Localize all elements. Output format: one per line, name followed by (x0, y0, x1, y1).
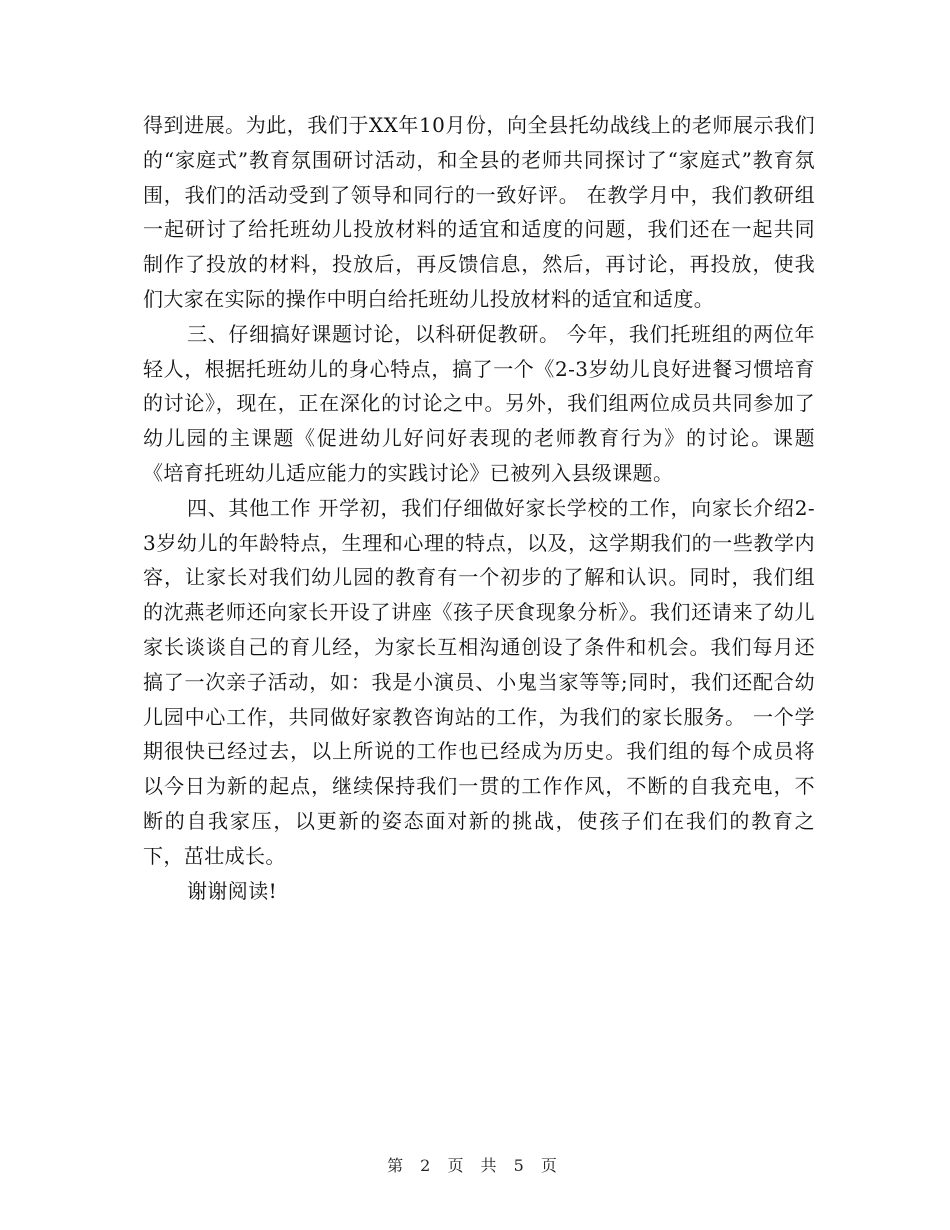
paragraph-section-four: 四、其他工作 开学初，我们仔细做好家长学校的工作，向家长介绍2-3岁幼儿的年龄特点，生理和心理的特点，以及，这学期我们的一些教学内容，让家长对我们幼儿园的教育有一个初步的了解和认识。同时，我们组的沈燕老师还向家长开设了讲座《孩子厌食现象分析》。我们还请来了幼儿家长谈谈自己的育儿经，为家长互相沟通创设了条件和机会。我们每月还搞了一次亲子活动，如：我是小演员、小鬼当家等等;同时，我们还配合幼儿园中心工作，共同做好家教咨询站的工作，为我们的家长服务。 一个学期很快已经过去，以上所说的工作也已经成为历史。我们组的每个成员将以今日为新的起点，继续保持我们一贯的工作作风，不断的自我充电，不断的自我家压，以更新的姿态面对新的挑战，使孩子们在我们的教育之下，茁壮成长。 (143, 495, 815, 868)
paragraph-section-three: 三、仔细搞好课题讨论，以科研促教研。 今年，我们托班组的两位年轻人，根据托班幼儿的身心特点，搞了一个《2-3岁幼儿良好进餐习惯培育的讨论》，现在，正在深化的讨论之中。另外，我们组两位成员共同参加了幼儿园的主课题《促进幼儿好问好表现的老师教育行为》的讨论。课题《培育托班幼儿适应能力的实践讨论》已被列入县级课题。 (143, 321, 815, 485)
paragraph-continuation: 得到进展。为此，我们于XX年10月份，向全县托幼战线上的老师展示我们的“家庭式”教育氛围研讨活动，和全县的老师共同探讨了“家庭式”教育氛围，我们的活动受到了领导和同行的一致好评。 在教学月中，我们教研组一起研讨了给托班幼儿投放材料的适宜和适度的问题，我们还在一起共同制作了投放的材料，投放后，再反馈信息，然后，再讨论，再投放，使我们大家在实际的操作中明白给托班幼儿投放材料的适宜和适度。 (143, 113, 815, 311)
page-number-footer: 第 2 页 共 5 页 (387, 1156, 563, 1175)
closing-thanks: 谢谢阅读! (187, 878, 278, 903)
document-body (143, 108, 815, 908)
